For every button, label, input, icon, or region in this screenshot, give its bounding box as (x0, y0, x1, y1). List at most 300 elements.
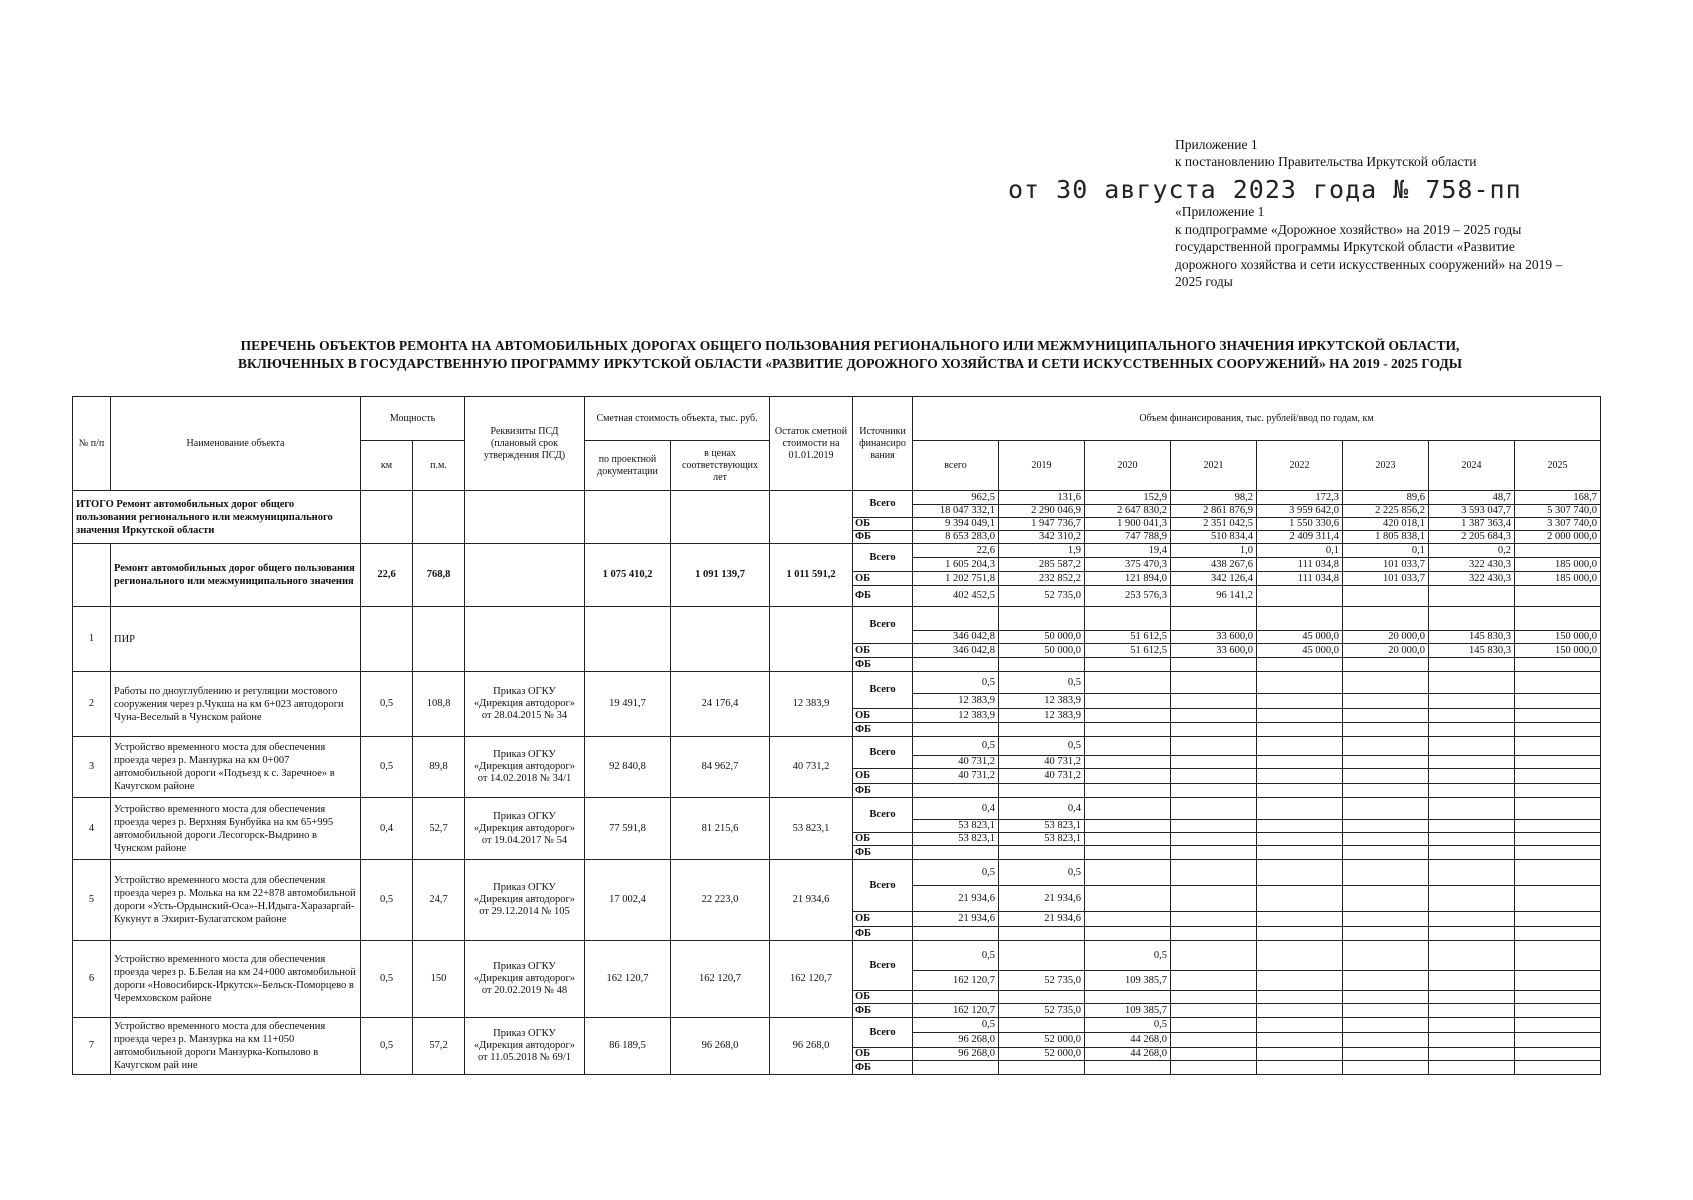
funding-value (999, 784, 1085, 798)
funding-value: 33 600,0 (1171, 631, 1257, 644)
funding-source: ФБ (853, 784, 913, 798)
funding-value (1085, 769, 1171, 784)
funding-value (1343, 971, 1429, 991)
funding-source: ФБ (853, 723, 913, 737)
funding-value: 962,5 (913, 491, 999, 505)
funding-value (1515, 912, 1601, 927)
object-name: Устройство временного моста для обеспечения проезда через р. Б.Белая на км 24+000 автомобильной дороги «Новосибирск-Иркутск»-Бельск-Поморцево в Черемховском районе (111, 941, 361, 1018)
funding-value: 1 202 751,8 (913, 572, 999, 586)
funding-value: 438 267,6 (1171, 558, 1257, 572)
funding-value (1343, 784, 1429, 798)
funding-value (1171, 1048, 1257, 1061)
funding-value (1085, 833, 1171, 846)
funding-source: ОБ (853, 833, 913, 846)
funding-value (1171, 1033, 1257, 1048)
funding-value (1429, 971, 1515, 991)
funding-value (1171, 860, 1257, 886)
funding-value: 89,6 (1343, 491, 1429, 505)
funding-source: Всего (853, 737, 913, 769)
capacity-pm: 89,8 (413, 737, 465, 798)
funding-source: ФБ (853, 531, 913, 544)
funding-value: 162 120,7 (913, 1004, 999, 1018)
funding-value (1085, 927, 1171, 941)
appendix-line: Приложение 1 (1175, 137, 1258, 152)
funding-value: 101 033,7 (1343, 558, 1429, 572)
funding-value (1085, 798, 1171, 820)
psd-details: Приказ ОГКУ «Дирекция автодорог» от 19.04.2017 № 54 (465, 798, 585, 860)
funding-value (1515, 737, 1601, 756)
funding-value: 0,5 (913, 941, 999, 971)
funding-value: 2 205 684,3 (1429, 531, 1515, 544)
title-line: ВКЛЮЧЕННЫХ В ГОСУДАРСТВЕННУЮ ПРОГРАММУ ИРКУТСКОЙ ОБЛАСТИ «РАЗВИТИЕ ДОРОЖНОГО ХОЗЯЙСТВА И СЕТИ ИСКУССТВЕННЫХ СООРУЖЕНИЙ» НА 2019 - 2025 ГОДЫ (237, 356, 1463, 371)
funding-value: 2 290 046,9 (999, 505, 1085, 518)
cost-design: 92 840,8 (585, 737, 671, 798)
funding-value: 52 735,0 (999, 586, 1085, 607)
funding-value (1171, 941, 1257, 971)
funding-value (1429, 1004, 1515, 1018)
funding-value (913, 846, 999, 860)
funding-source: Всего (853, 607, 913, 644)
psd-details: Приказ ОГКУ «Дирекция автодорог» от 14.02.2018 № 34/1 (465, 737, 585, 798)
funding-value (999, 927, 1085, 941)
funding-value: 52 735,0 (999, 971, 1085, 991)
cost-design (585, 607, 671, 672)
funding-value: 0,4 (913, 798, 999, 820)
funding-value (1515, 991, 1601, 1004)
object-name: ПИР (111, 607, 361, 672)
psd-details: Приказ ОГКУ «Дирекция автодорог» от 29.12.2014 № 105 (465, 860, 585, 941)
funding-source: Всего (853, 491, 913, 518)
funding-value: 101 033,7 (1343, 572, 1429, 586)
funding-value (913, 784, 999, 798)
funding-value (1343, 833, 1429, 846)
header-cost: Сметная стоимость объекта, тыс. руб. (585, 397, 770, 441)
funding-source: Всего (853, 941, 913, 991)
funding-value: 53 823,1 (913, 820, 999, 833)
funding-value: 12 383,9 (999, 694, 1085, 709)
funding-value (1429, 846, 1515, 860)
funding-value: 2 351 042,5 (1171, 518, 1257, 531)
funding-value (1429, 798, 1515, 820)
funding-value (1429, 607, 1515, 631)
funding-value (1515, 1048, 1601, 1061)
funding-source: ФБ (853, 658, 913, 672)
capacity-km: 0,5 (361, 737, 413, 798)
funding-value: 96 268,0 (913, 1033, 999, 1048)
funding-value (1257, 709, 1343, 723)
funding-value (1515, 971, 1601, 991)
funding-value: 48,7 (1429, 491, 1515, 505)
cost-design: 77 591,8 (585, 798, 671, 860)
funding-value (1171, 723, 1257, 737)
remainder: 21 934,6 (770, 860, 853, 941)
funding-value: 0,5 (1085, 941, 1171, 971)
funding-value (1171, 927, 1257, 941)
funding-value (1343, 607, 1429, 631)
object-name: Устройство временного моста для обеспечения проезда через р. Молька на км 22+878 автомобильной дороги «Усть-Ордынский-Оса»-Н.Идыга-Харазаргай-Кукунут в Эхирит-Булагатском районе (111, 860, 361, 941)
funding-value: 45 000,0 (1257, 644, 1343, 658)
funding-value (999, 1061, 1085, 1075)
funding-value (1085, 694, 1171, 709)
funding-value (1257, 941, 1343, 971)
funding-value (1429, 886, 1515, 912)
funding-value (1257, 833, 1343, 846)
capacity-km (361, 491, 413, 544)
funding-value (1257, 769, 1343, 784)
table-row (73, 1018, 1601, 1033)
header-name: Наименование объекта (111, 397, 361, 491)
object-num: 7 (73, 1018, 111, 1075)
funding-value (1343, 846, 1429, 860)
capacity-km: 22,6 (361, 544, 413, 607)
funding-value (1515, 694, 1601, 709)
funding-value: 185 000,0 (1515, 572, 1601, 586)
funding-value: 12 383,9 (913, 709, 999, 723)
funding-value: 12 383,9 (999, 709, 1085, 723)
remainder (770, 491, 853, 544)
funding-value (1257, 723, 1343, 737)
funding-value: 44 268,0 (1085, 1048, 1171, 1061)
funding-value: 0,5 (913, 672, 999, 694)
funding-value: 50 000,0 (999, 644, 1085, 658)
funding-value (1343, 798, 1429, 820)
funding-value (1171, 709, 1257, 723)
funding-value: 185 000,0 (1515, 558, 1601, 572)
funding-value (1343, 912, 1429, 927)
capacity-km: 0,5 (361, 941, 413, 1018)
funding-value: 51 612,5 (1085, 631, 1171, 644)
funding-value (1085, 846, 1171, 860)
header-year: 2023 (1343, 441, 1429, 491)
funding-value (1429, 912, 1515, 927)
funding-value (1171, 846, 1257, 860)
funding-value (1515, 833, 1601, 846)
funding-value (1171, 694, 1257, 709)
funding-value: 342 310,2 (999, 531, 1085, 544)
funding-value (1515, 1004, 1601, 1018)
funding-value (1171, 1018, 1257, 1033)
funding-value: 145 830,3 (1429, 631, 1515, 644)
funding-value (1515, 860, 1601, 886)
funding-value (1085, 756, 1171, 769)
header-year: всего (913, 441, 999, 491)
table-row (73, 544, 1601, 558)
funding-value: 40 731,2 (913, 756, 999, 769)
funding-value (1257, 586, 1343, 607)
funding-value: 111 034,8 (1257, 558, 1343, 572)
funding-value (1085, 737, 1171, 756)
funding-value (1171, 737, 1257, 756)
psd-details (465, 607, 585, 672)
header-year: 2025 (1515, 441, 1601, 491)
funding-value (1429, 1061, 1515, 1075)
funding-value: 33 600,0 (1171, 644, 1257, 658)
cost-current: 84 962,7 (671, 737, 770, 798)
funding-value (1171, 991, 1257, 1004)
appendix-line: «Приложение 1 (1175, 204, 1265, 219)
funding-value (1343, 927, 1429, 941)
header-year: 2019 (999, 441, 1085, 491)
funding-value (1257, 971, 1343, 991)
funding-value (1171, 607, 1257, 631)
funding-value: 232 852,2 (999, 572, 1085, 586)
object-name: Устройство временного моста для обеспечения проезда через р. Манзурка на км 11+050 автомобильной дороги Манзурка-Копылово в Качугском рай ине (111, 1018, 361, 1075)
funding-value (1085, 820, 1171, 833)
funding-value (1343, 672, 1429, 694)
funding-value: 109 385,7 (1085, 1004, 1171, 1018)
funding-value (1343, 737, 1429, 756)
funding-value (1171, 886, 1257, 912)
funding-value: 2 225 856,2 (1343, 505, 1429, 518)
funding-value (1257, 756, 1343, 769)
funding-value (1171, 798, 1257, 820)
table-row (73, 672, 1601, 694)
funding-value (1429, 1048, 1515, 1061)
funding-source: ФБ (853, 846, 913, 860)
funding-value (1085, 658, 1171, 672)
header-km: км (361, 441, 413, 491)
funding-value: 172,3 (1257, 491, 1343, 505)
header-cost-design: по проектной документации (585, 441, 671, 491)
funding-value (1343, 586, 1429, 607)
funding-value (1343, 1048, 1429, 1061)
funding-value: 40 731,2 (999, 756, 1085, 769)
funding-value (913, 927, 999, 941)
funding-value (1343, 769, 1429, 784)
funding-source: ОБ (853, 644, 913, 658)
funding-value (1515, 1061, 1601, 1075)
funding-value (1429, 1018, 1515, 1033)
funding-value (1257, 798, 1343, 820)
capacity-pm: 768,8 (413, 544, 465, 607)
funding-value: 1 900 041,3 (1085, 518, 1171, 531)
funding-value (1257, 927, 1343, 941)
funding-value: 747 788,9 (1085, 531, 1171, 544)
funding-value: 1 605 204,3 (913, 558, 999, 572)
capacity-pm: 150 (413, 941, 465, 1018)
funding-value: 285 587,2 (999, 558, 1085, 572)
funding-value: 1 550 330,6 (1257, 518, 1343, 531)
funding-value (1257, 1033, 1343, 1048)
header-num: № п/п (73, 397, 111, 491)
funding-source: ОБ (853, 572, 913, 586)
header-cost-current: в ценах соответствующих лет (671, 441, 770, 491)
funding-value (1515, 723, 1601, 737)
funding-value (1257, 694, 1343, 709)
funding-value (1343, 1061, 1429, 1075)
funding-value (1429, 756, 1515, 769)
funding-value: 111 034,8 (1257, 572, 1343, 586)
funding-value (1429, 1033, 1515, 1048)
funding-value: 5 307 740,0 (1515, 505, 1601, 518)
funding-value (1429, 784, 1515, 798)
funding-value (1515, 886, 1601, 912)
funding-value (1085, 709, 1171, 723)
funding-value (1343, 756, 1429, 769)
funding-value (1429, 658, 1515, 672)
funding-value (1257, 737, 1343, 756)
funding-source: ОБ (853, 1048, 913, 1061)
funding-value: 1 947 736,7 (999, 518, 1085, 531)
remainder: 40 731,2 (770, 737, 853, 798)
funding-value (1085, 723, 1171, 737)
funding-value: 21 934,6 (913, 912, 999, 927)
funding-value (1171, 820, 1257, 833)
funding-value (1171, 784, 1257, 798)
funding-value: 168,7 (1515, 491, 1601, 505)
funding-value (1429, 991, 1515, 1004)
funding-value (1171, 769, 1257, 784)
funding-value (1515, 709, 1601, 723)
funding-value: 96 141,2 (1171, 586, 1257, 607)
funding-value: 1 805 838,1 (1343, 531, 1429, 544)
funding-value (1171, 658, 1257, 672)
funding-value: 45 000,0 (1257, 631, 1343, 644)
funding-value (1429, 941, 1515, 971)
funding-value (1343, 1018, 1429, 1033)
funding-source: Всего (853, 672, 913, 709)
funding-source: Всего (853, 798, 913, 833)
capacity-pm: 24,7 (413, 860, 465, 941)
appendix-subprogram (1175, 203, 1605, 291)
funding-value (1257, 1048, 1343, 1061)
funding-value (1515, 1033, 1601, 1048)
funding-source: ФБ (853, 586, 913, 607)
funding-value: 150 000,0 (1515, 644, 1601, 658)
object-num: 5 (73, 860, 111, 941)
remainder (770, 607, 853, 672)
funding-value: 0,5 (1085, 1018, 1171, 1033)
funding-value (1085, 860, 1171, 886)
funding-value (1257, 672, 1343, 694)
funding-value: 1,9 (999, 544, 1085, 558)
object-name: ИТОГО Ремонт автомобильных дорог общего пользования регионального или межмуниципального значения Иркутской области (73, 491, 361, 544)
funding-value (1085, 1061, 1171, 1075)
funding-value: 150 000,0 (1515, 631, 1601, 644)
funding-value (1257, 820, 1343, 833)
header-funding: Объем финансирования, тыс. рублей/ввод по годам, км (913, 397, 1601, 441)
capacity-pm (413, 607, 465, 672)
funding-source: Всего (853, 544, 913, 572)
capacity-pm: 57,2 (413, 1018, 465, 1075)
funding-value (1515, 927, 1601, 941)
funding-value (1515, 846, 1601, 860)
funding-value: 1,0 (1171, 544, 1257, 558)
funding-value: 52 735,0 (999, 1004, 1085, 1018)
funding-value (1257, 860, 1343, 886)
funding-value: 18 047 332,1 (913, 505, 999, 518)
funding-value (1257, 1004, 1343, 1018)
funding-value (1343, 991, 1429, 1004)
funding-value (1343, 1033, 1429, 1048)
object-name: Ремонт автомобильных дорог общего пользования регионального или межмуниципального значения (111, 544, 361, 607)
funding-value: 346 042,8 (913, 644, 999, 658)
appendix-line: к подпрограмме «Дорожное хозяйство» на 2019 – 2025 годы (1175, 221, 1522, 237)
table-row (73, 941, 1601, 971)
funding-value (1515, 769, 1601, 784)
object-name: Устройство временного моста для обеспечения проезда через р. Верхняя Бунбуйка на км 65+995 автомобильной дороги Лесогорск-Выдрино в Чунском районе (111, 798, 361, 860)
funding-value: 109 385,7 (1085, 971, 1171, 991)
capacity-km: 0,5 (361, 860, 413, 941)
funding-value: 0,5 (999, 737, 1085, 756)
remainder: 12 383,9 (770, 672, 853, 737)
cost-current: 162 120,7 (671, 941, 770, 1018)
funding-value (913, 658, 999, 672)
funding-value (1515, 607, 1601, 631)
funding-value: 0,5 (913, 1018, 999, 1033)
funding-value (1171, 912, 1257, 927)
appendix-line: 2025 годы (1175, 274, 1233, 289)
funding-value (1085, 607, 1171, 631)
table-row (73, 860, 1601, 886)
funding-value: 0,5 (999, 860, 1085, 886)
funding-value: 20 000,0 (1343, 631, 1429, 644)
funding-value (1343, 709, 1429, 723)
funding-value (1429, 820, 1515, 833)
funding-value: 342 126,4 (1171, 572, 1257, 586)
funding-value (1515, 756, 1601, 769)
cost-design: 1 075 410,2 (585, 544, 671, 607)
funding-value: 40 731,2 (999, 769, 1085, 784)
funding-value: 510 834,4 (1171, 531, 1257, 544)
funding-value: 253 576,3 (1085, 586, 1171, 607)
funding-value (913, 991, 999, 1004)
header-year: 2024 (1429, 441, 1515, 491)
funding-value (1343, 860, 1429, 886)
cost-design: 162 120,7 (585, 941, 671, 1018)
funding-value (1257, 1061, 1343, 1075)
funding-value: 2 409 311,4 (1257, 531, 1343, 544)
funding-source: ОБ (853, 912, 913, 927)
object-name: Работы по дноуглублению и регуляции мостового сооружения через р.Чукша на км 6+023 автодороги Чуна-Веселый в Чунском районе (111, 672, 361, 737)
objects-table (72, 396, 1601, 1075)
funding-value (913, 1061, 999, 1075)
funding-value: 162 120,7 (913, 971, 999, 991)
funding-value (913, 723, 999, 737)
object-num: 2 (73, 672, 111, 737)
object-num (73, 544, 111, 607)
funding-value (1085, 784, 1171, 798)
funding-value (1171, 672, 1257, 694)
funding-value (1429, 833, 1515, 846)
funding-value (999, 1018, 1085, 1033)
funding-value (1257, 846, 1343, 860)
psd-details (465, 544, 585, 607)
funding-source: ОБ (853, 518, 913, 531)
funding-value (1343, 941, 1429, 971)
funding-source: Всего (853, 1018, 913, 1048)
funding-value (1085, 672, 1171, 694)
funding-value: 0,4 (999, 798, 1085, 820)
cost-design: 17 002,4 (585, 860, 671, 941)
funding-source: ФБ (853, 927, 913, 941)
funding-source: ОБ (853, 709, 913, 723)
funding-value (1515, 658, 1601, 672)
object-num: 3 (73, 737, 111, 798)
cost-current: 96 268,0 (671, 1018, 770, 1075)
funding-value (1085, 886, 1171, 912)
header-psd: Реквизиты ПСД (плановый срок утверждения ПСД) (465, 397, 585, 491)
funding-value (1429, 723, 1515, 737)
funding-value: 0,2 (1429, 544, 1515, 558)
remainder: 1 011 591,2 (770, 544, 853, 607)
table-row (73, 737, 1601, 756)
object-num: 6 (73, 941, 111, 1018)
cost-current: 81 215,6 (671, 798, 770, 860)
psd-details: Приказ ОГКУ «Дирекция автодорог» от 28.04.2015 № 34 (465, 672, 585, 737)
funding-value: 52 000,0 (999, 1033, 1085, 1048)
funding-value: 8 653 283,0 (913, 531, 999, 544)
